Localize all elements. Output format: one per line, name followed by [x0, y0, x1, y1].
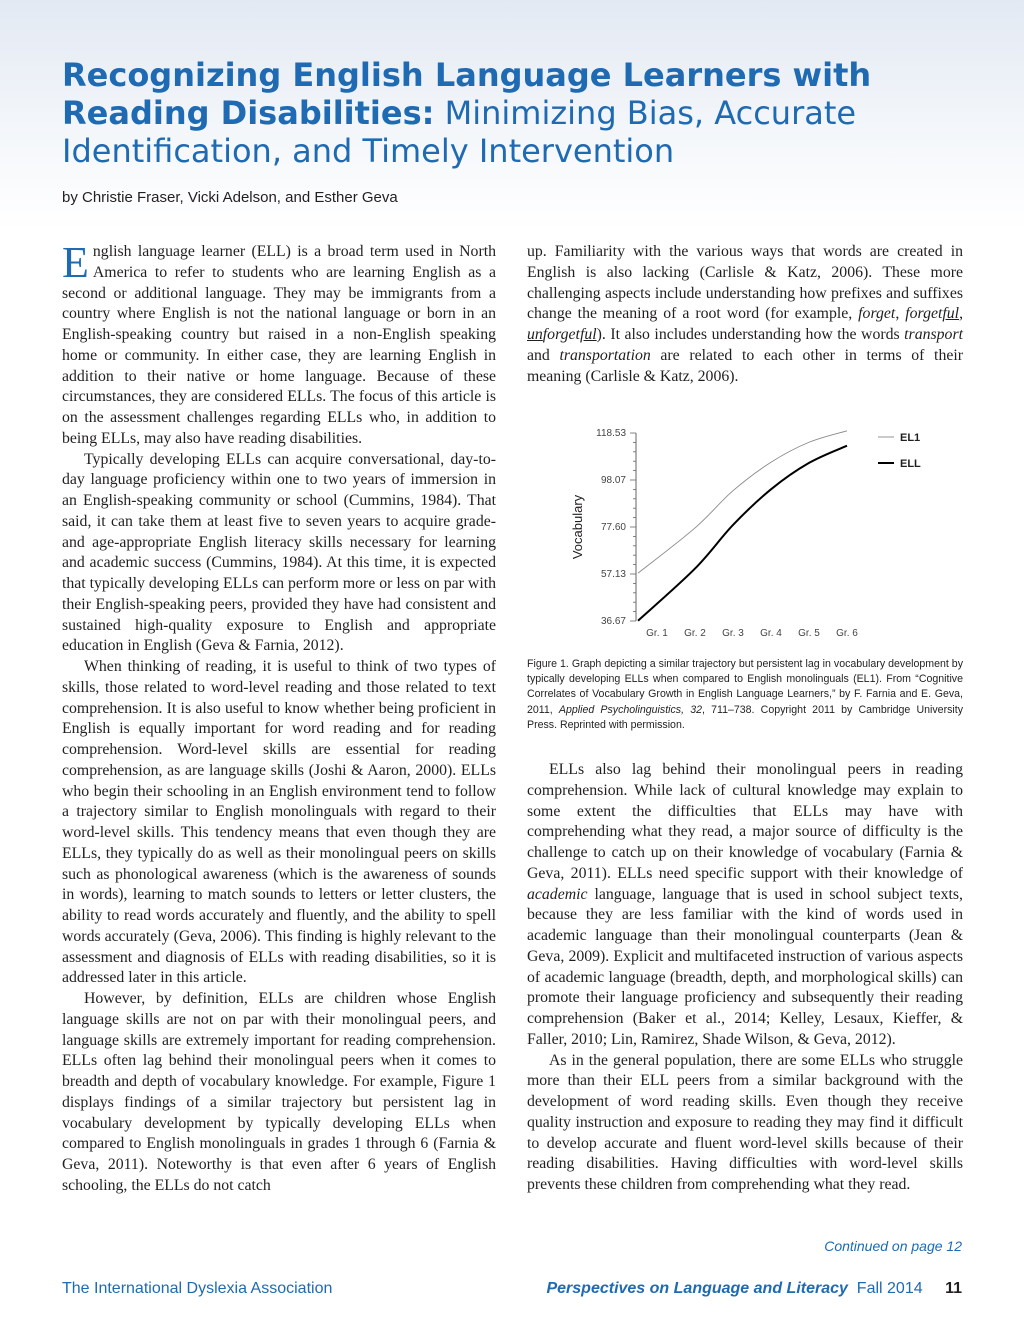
y-tick-label: 57.13 [600, 569, 626, 581]
vocabulary-chart [560, 415, 960, 645]
caption-journal: Applied Psycholinguistics, 32 [558, 703, 702, 716]
paragraph-5 [527, 760, 963, 1051]
paragraph-1 [62, 238, 496, 450]
title-subtitle-line2: Minimizing Bias, Accurate [434, 94, 857, 132]
paragraph-3: When thinking of reading, it is useful to think of two types of skills, those related to word-level reading and those related to text comprehension. It is also useful to know whether being proficient in English is equally important for word reading and for reading comprehension. Word-level skills are essential for reading comprehension, as are language skills (Joshi & Aaron, 2000). ELLs who begin their schooling in an English environment tend to follow a trajectory similar to English monolinguals with regard to their word-level skills. This tendency means that even though they are ELLs, they typically do as well as their monolingual peers on skills such as phonological awareness (which is the awareness of sounds in words), learning to match sounds to letters or letter clusters, the ability to read words accurately and fluently, and the ability to spell words accurately (Geva, 2006). This finding is highly relevant to the assessment and diagnosis of ELLs with reading disabilities, so it is addressed later in this article. [62, 658, 496, 987]
paragraph-4: However, by definition, ELLs are children whose English language skills are not on par with their monolingual peers, and language skills are extremely important for reading comprehension. ELLs often lag behind their monolingual peers when it comes to breadth and depth of vocabulary knowledge. For example, Figure 1 displays findings of a similar trajectory but persistent lag in vocabulary development by typically developing ELLs when compared to English monolinguals in grades 1 through 6 (Farnia & Geva, 2011). Noteworthy is that even after 6 years of English schooling, the ELLs do not catch [62, 990, 496, 1194]
text-run: ). It also includes understanding how the words [596, 326, 905, 343]
root: forget [905, 305, 943, 323]
text-run: and [527, 346, 560, 364]
x-tick-label: Gr. 3 [722, 628, 744, 639]
text-run: ELLs also lag behind their monolingual peers in reading comprehension. While lack of cultural knowledge may explain to some extent the difficulties that ELLs may have with comprehending what they read, a major source of difficulty is the challenge to catch up on their knowledge of vocabulary (Farnia & Geva, 2011). ELLs need specific support with their knowledge of [527, 761, 963, 882]
paragraph-2: Typically developing ELLs can acquire conversational, day-to-day language proficiency within one to two years of immersion in an English-speaking community or school (Cummins, 1984). That said, it can take them at least five to seven years to acquire grade- and age-appropriate English literacy skills necessary for learning and academic success (Cummins, 1984). At this time, it is expected that typically developing ELLs can perform more or less on par with their English-speaking peers, provided they have had consistent and sustained high-quality exposure to English and appropriate education in English (Geva & Farnia, 2012). [62, 450, 496, 655]
x-tick-label: Gr. 5 [798, 628, 820, 639]
text-run: up. Familiarity with the various ways that words are created in English is also lacking (Carlisle & Katz, 2006). These more challenging aspects include understanding how prefixes and suffixes change the meaning of a root word (for example, [527, 243, 963, 323]
suffix: ful [579, 326, 597, 343]
drop-cap: E [62, 238, 89, 287]
series-line-el1 [638, 431, 847, 573]
footer-org: The International Dyslexia Association [62, 1280, 333, 1297]
article-title [62, 56, 962, 170]
text-run: , [959, 305, 964, 323]
word-academic: academic [527, 885, 588, 903]
right-column-bottom [527, 760, 963, 1196]
footer-journal [546, 1280, 962, 1298]
continued-link[interactable]: Continued on page 12 [824, 1238, 962, 1254]
caption-text: Figure 1. Graph depicting a similar trajectory but persistent lag in vocabulary development by typically developing ELLs when compared to English monolinguals (EL1). From “Cognitive Correlates of Vocabulary Growth in English Language Learners,” by F. Farnia and E. Geva, 2011, [527, 658, 963, 716]
legend-label-el1: EL1 [900, 432, 921, 444]
paragraph-1-text: nglish language learner (ELL) is a broad term used in North America to refer to students who are learning English as a second or additional language. They may be immigrants from a country where English is not the national language or born in an English-speaking country but raised in a non-English speaking home or community. In either case, they are learning English in addition to their native or home language. Because of these circumstances, they are considered ELLs. The focus of this article is on the assessment challenges regarding ELLs who, in addition to being ELLs, may also have reading disabilities. [62, 243, 496, 447]
left-column [62, 238, 496, 1197]
y-axis-label: Vocabulary [570, 494, 585, 560]
text-run: , [895, 305, 906, 323]
y-tick-label: 77.60 [600, 522, 626, 533]
y-tick-label: 36.67 [600, 616, 626, 627]
byline: by Christie Fraser, Vicki Adelson, and Esther Geva [62, 189, 398, 206]
x-tick-label: Gr. 2 [684, 628, 706, 639]
word-transport: transport [904, 326, 963, 343]
journal-name: Perspectives on Language and Literacy [546, 1280, 848, 1297]
legend-label-ell: ELL [900, 458, 921, 470]
text-run: are related to each other in terms of their meaning (Carlisle & Katz, 2006). [527, 346, 964, 385]
paragraph-6: As in the general population, there are some ELLs who struggle more than their ELL peers from a similar background with the development of word reading skills. Even though they receive quality instruction and exposure to reading they may find it difficult to develop accurate and fluent word-level skills because of their reading disabilities. Having difficulties with word-level skills prevents these children from comprehending what they read. [527, 1051, 963, 1193]
figure-caption [527, 657, 963, 733]
series-line-ell [638, 446, 847, 621]
x-tick-label: Gr. 1 [646, 628, 668, 639]
x-tick-label: Gr. 6 [836, 628, 858, 639]
example-unforgetful [527, 326, 597, 343]
title-bold-line2: Reading Disabilities: [62, 94, 435, 132]
title-subtitle-line3: Identification, and Timely Intervention [62, 132, 675, 170]
title-bold-line1: Recognizing English Language Learners with [62, 56, 872, 94]
caption-text-end: , 711–738. Copyright 2011 by Cambridge University Press. Reprinted with permission. [527, 703, 963, 731]
y-tick-label: 98.07 [600, 474, 626, 486]
paragraph-continued [527, 242, 963, 387]
root: forget [542, 326, 580, 343]
y-tick-label: 118.53 [596, 428, 626, 439]
right-column-top [527, 242, 963, 387]
text-run: language, language that is used in school subject texts, because they are less familiar with the kind of words used in academic language than their monolingual counterparts (Jean & Geva, 2009). Explicit and multifaceted instruction of various aspects of academic language (breadth, depth, and morphological skills) can promote their language proficiency and subsequently their reading comprehension (Baker et al., 2014; Kelley, Lesaux, Kieffer, & Faller, 2010; Lin, Ramirez, Shade Wilson, & Geva, 2012). [527, 885, 963, 1048]
example-forgetful [905, 305, 959, 322]
suffix: ful [942, 305, 960, 323]
prefix: un [527, 326, 543, 343]
example-forget: forget [858, 305, 896, 323]
issue: Fall 2014 [856, 1280, 923, 1297]
x-tick-label: Gr. 4 [760, 628, 782, 639]
page-number: 11 [945, 1280, 962, 1297]
word-transportation: transportation [559, 346, 651, 364]
